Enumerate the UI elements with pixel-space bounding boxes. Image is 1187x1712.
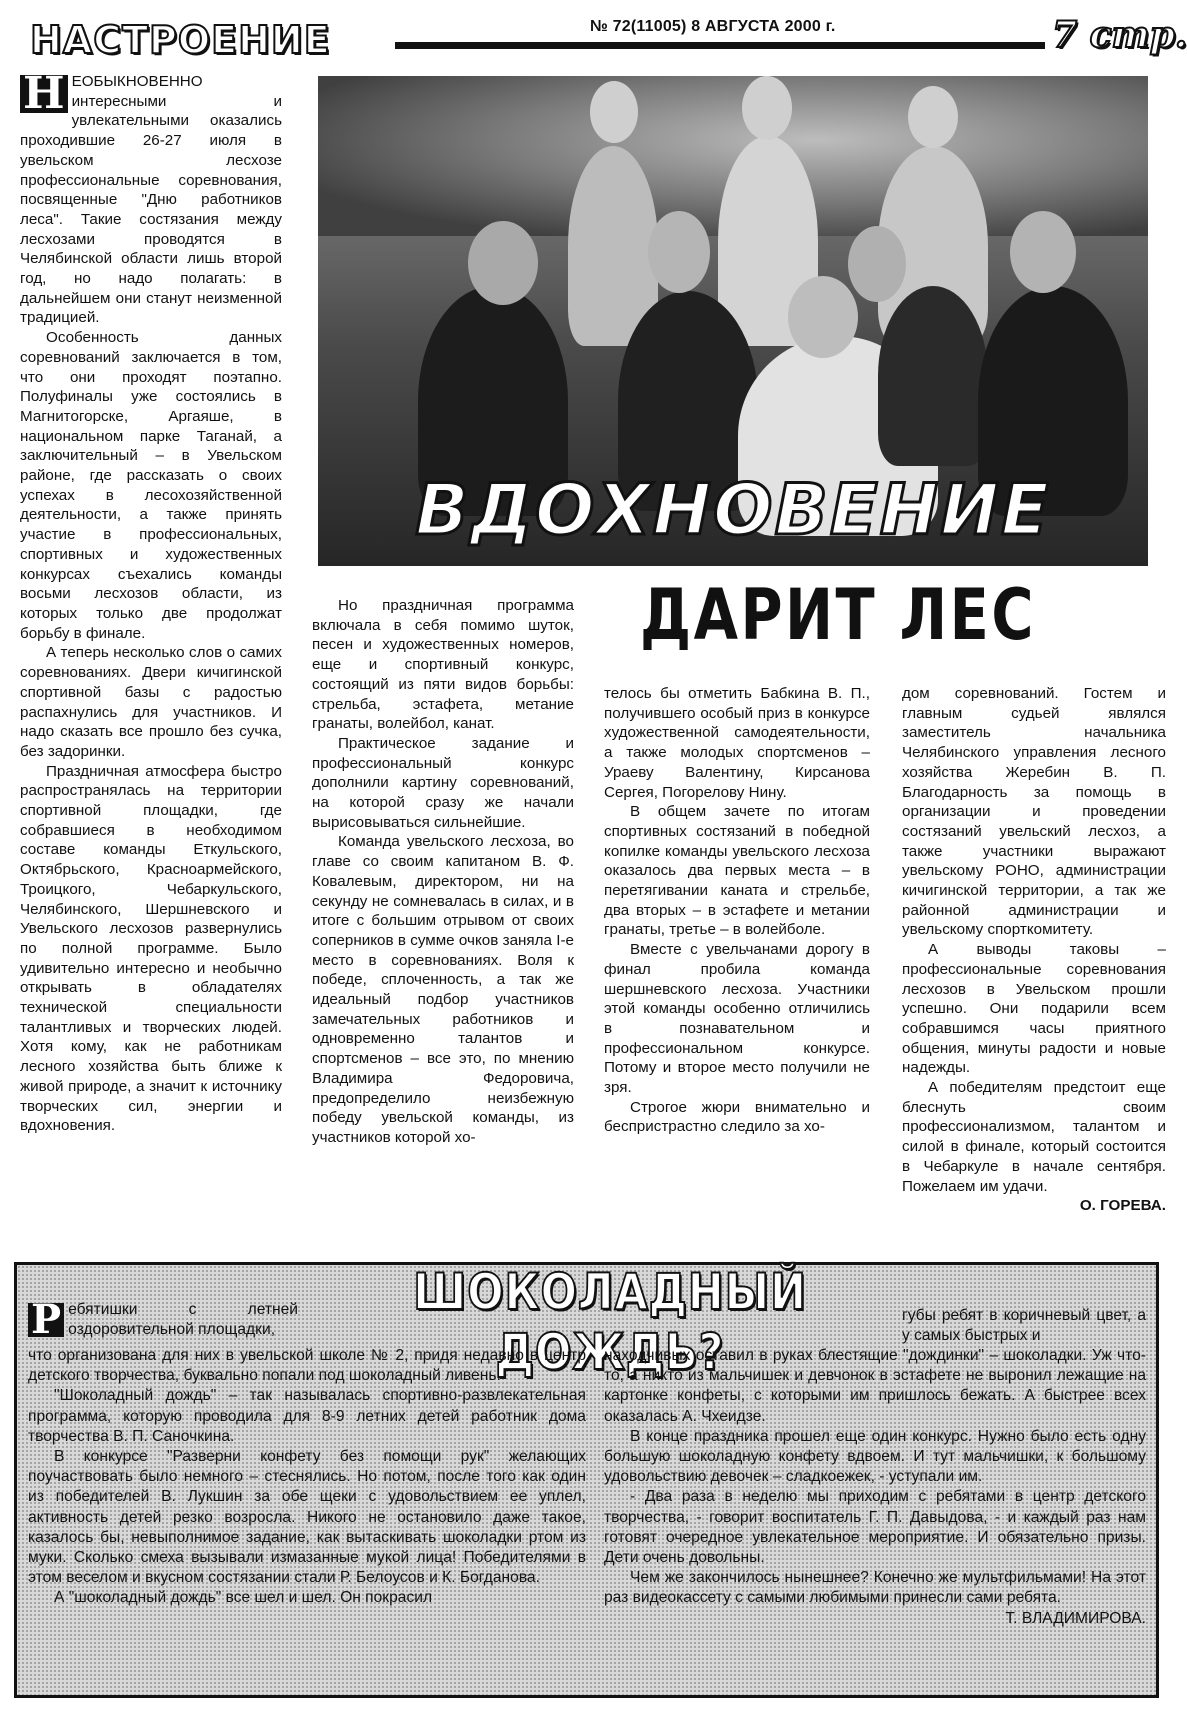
header-rule — [395, 42, 1045, 49]
headline-line-1: ВДОХНОВЕНИЕ — [415, 469, 1051, 551]
article1-signature: О. ГОРЕВА. — [1079, 1197, 1166, 1215]
article1-para: В общем зачете по итогам спортивных состязаний в победной копилке команды увельского лесхоза оказалось два первых места – в перетягивании каната и стрельбе, два вторых – в эстафете и метании гранаты, третье – в волейболе. — [604, 803, 870, 939]
article1-para: Вместе с увельчанами дорогу в финал пробила команда шершневского лесхоза. Участники этой команды особенно отличились в познавательном и профессиональном конкурсе. Потому и второе место получили не зря. — [604, 941, 870, 1097]
article2-para: А "шоколадный дождь" все шел и шел. Он покрасил — [54, 1589, 433, 1607]
article1-para: Н ЕОБЫКНОВЕННО интересными и увлекательными оказались проходившие 26-27 июля в увельском лесхозе профессиональные соревнования, посвященные "Дню работников леса". Такие состязания между лесхозами проводятся в Челябинской области лишь второй год, но надо полагать: в дальнейшем они станут неизменной традицией. — [20, 68, 282, 327]
article1-column-1 — [20, 68, 282, 1136]
article2-para: находчивых оставил в руках блестящие "дождинки" – шоколадки. Уж что-то, а никто из мальчишек и девчонок в эстафете не выронил лежащие на картонке конфеты, с которыми им пришлось бежать. А быстрее всех оказалась А. Чхеидзе. — [604, 1347, 1146, 1425]
article2-lead: Р ебятишки с летней оздоровительной площадки, — [28, 1300, 298, 1340]
article2-para: "Шоколадный дождь" – так называлась спортивно-развлекательная программа, которую проводила для 8-9 летних детей работник дома творчества В. П. Саночкина. — [28, 1387, 586, 1445]
article1-para: телось бы отметить Бабкина В. П., получившего особый приз в конкурсе художественной самодеятельности, а также молодых спортсменов – Ураеву Валентину, Кирсанова Сергея, Погорелову Нину. — [604, 685, 870, 801]
article2-column-2-top: губы ребят в коричневый цвет, а у самых быстрых и — [902, 1307, 1146, 1345]
article1-para: Но праздничная программа включала в себя помимо шуток, песен и художественных номеров, еще и спортивный конкурс, состоящий из пяти видов борьбы: стрельба, эстафета, метание гранаты, волейбол, канат. — [312, 597, 574, 733]
dropcap: Р — [28, 1303, 64, 1337]
article2-para: В конкурсе "Разверни конфету без помощи рук" желающих поучаствовать было немного – стеснялись. Но потом, после того как один из победителей В. Лукшин за обе щеки с удовольствием ее уплел, активность детей резко возросла. Никого не остановило даже такое, казалось бы, невыполнимое задание, как вытаскивать шоколадки ртом из муки. Сколько смеха вызывали измазанные мукой лица! Победителями в этом веселом и вкусном состязании стали Р. Белоусов и К. Богданова. — [28, 1448, 586, 1587]
article1-para: Строгое жюри внимательно и беспристрастно следило за хо- — [604, 1098, 870, 1136]
headline-line-2: ДАРИТ ЛЕС — [640, 574, 1036, 656]
article1-para: А победителям предстоит еще блеснуть своим профессионализмом, талантом и силой в финале, который состоится в Чебаркуле в начале сентября. Пожелаем им удачи. — [902, 1079, 1166, 1195]
article2-para: Чем же закончилось нынешнее? Конечно же мультфильмами! На этот раз видеокассету с самыми любимыми принесли сами ребята. — [604, 1569, 1146, 1607]
article1-para: Команда увельского лесхоза, во главе со своим капитаном В. Ф. Ковалевым, директором, ни на секунду не сомневалась в силах, и в итоге с большим отрывом от своих соперников в сумме очков заняла I-е место в соревнованиях. Воля к победе, сплоченность, а так же идеальный подбор участников замечательных работников и одновременно талантов и спортсменов – все это, по мнению Владимира Федоровича, предопределило неизбежную победу увельской команды, из участников которой хо- — [312, 833, 574, 1146]
article2-para: что организована для них в увельской школе № 2, придя недавно в центр детского творчества, буквально попали под шоколадный ливень. — [28, 1347, 586, 1385]
article1-para: дом соревнований. Гостем и главным судьей являлся заместитель начальника Челябинского управления лесного хозяйства Жеребин В. П. Благодарность за помощь в организации и проведении состязаний увельский лесхоз, а также участники выражают увельскому РОНО, администрации кичигинской территории, а так же районной администрации и увельскому спорткомитету. — [902, 685, 1166, 939]
article2-para: В конце праздника прошел еще один конкурс. Нужно было есть одну большую шоколадную конфету вдвоем. И тут мальчишки, к большому удовольствию девочек – сладкоежек, - уступали им. — [604, 1427, 1146, 1486]
article1-para: А теперь несколько слов о самих соревнованиях. Двери кичигинской спортивной базы с радостью распахнулись для участников. И надо сказать все прошло без сучка, без задоринки. — [20, 644, 282, 760]
article2-headline: ШОКОЛАДНЫЙ ДОЖДЬ? — [413, 1263, 807, 1381]
article1-para: Особенность данных соревнований заключается в том, что они проходят поэтапно. Полуфиналы уже состоялись в Магнитогорске, Аргаяше, в национальном парке Таганай, а заключительный – в Увельском районе, где рассказать о своих успехах в лесохозяйственной деятельности, а также принять участие в профессиональных, спортивных и художественных конкурсах съехались команды восьми лесхозов области, из которых только две продолжат борьбу в финале. — [20, 329, 282, 642]
article2-column-2 — [604, 1346, 1146, 1629]
page-number: 7 стр. — [1052, 14, 1187, 56]
section-title: НАСТРОЕНИЕ — [30, 18, 331, 62]
article2-para: - Два раза в неделю мы приходим с ребятами в центр детского творчества, - говорит воспитатель Г. П. Давыдова, - и каждый раз нам готовят очередное увлекательное мероприятие. И обязательно призы. Дети очень довольны. — [604, 1488, 1146, 1567]
dropcap: Н — [20, 75, 68, 113]
issue-info: № 72(11005) 8 АВГУСТА 2000 г. — [590, 18, 836, 35]
article1-column-2 — [312, 596, 574, 1148]
article2-column-1 — [28, 1346, 586, 1609]
article1-para: Праздничная атмосфера быстро распространялась на территории спортивной площадки, где собравшиеся в необходимом составе команды Еткульского, Октябрьского, Красноармейского, Троицкого, Чебаркульского, Челябинского, Шершневского и Увельского лесхозов развернулись по полной программе. Было удивительно интересно и необычно открывать в обладателях технической специальности талантливых и творческих людей. Хотя кому, как не работникам лесного хозяйства быть ближе к живой природе, а значит к источнику творческих сил, энергии и вдохновения. — [20, 762, 282, 1135]
article1-para: А выводы таковы – профессиональные соревнования лесхозов в Увельском прошли успешно. Они подарили всем собравшимся часы приятного общения, минуты радости и новые надежды. — [902, 941, 1166, 1077]
article1-column-3 — [604, 684, 870, 1137]
article1-para: Практическое задание и профессиональный конкурс дополнили картину соревнований, на которой сразу же начали вырисовываться сильнейшие. — [312, 734, 574, 831]
article2-signature: Т. ВЛАДИМИРОВА. — [1005, 1609, 1146, 1627]
article1-column-4 — [902, 684, 1166, 1216]
